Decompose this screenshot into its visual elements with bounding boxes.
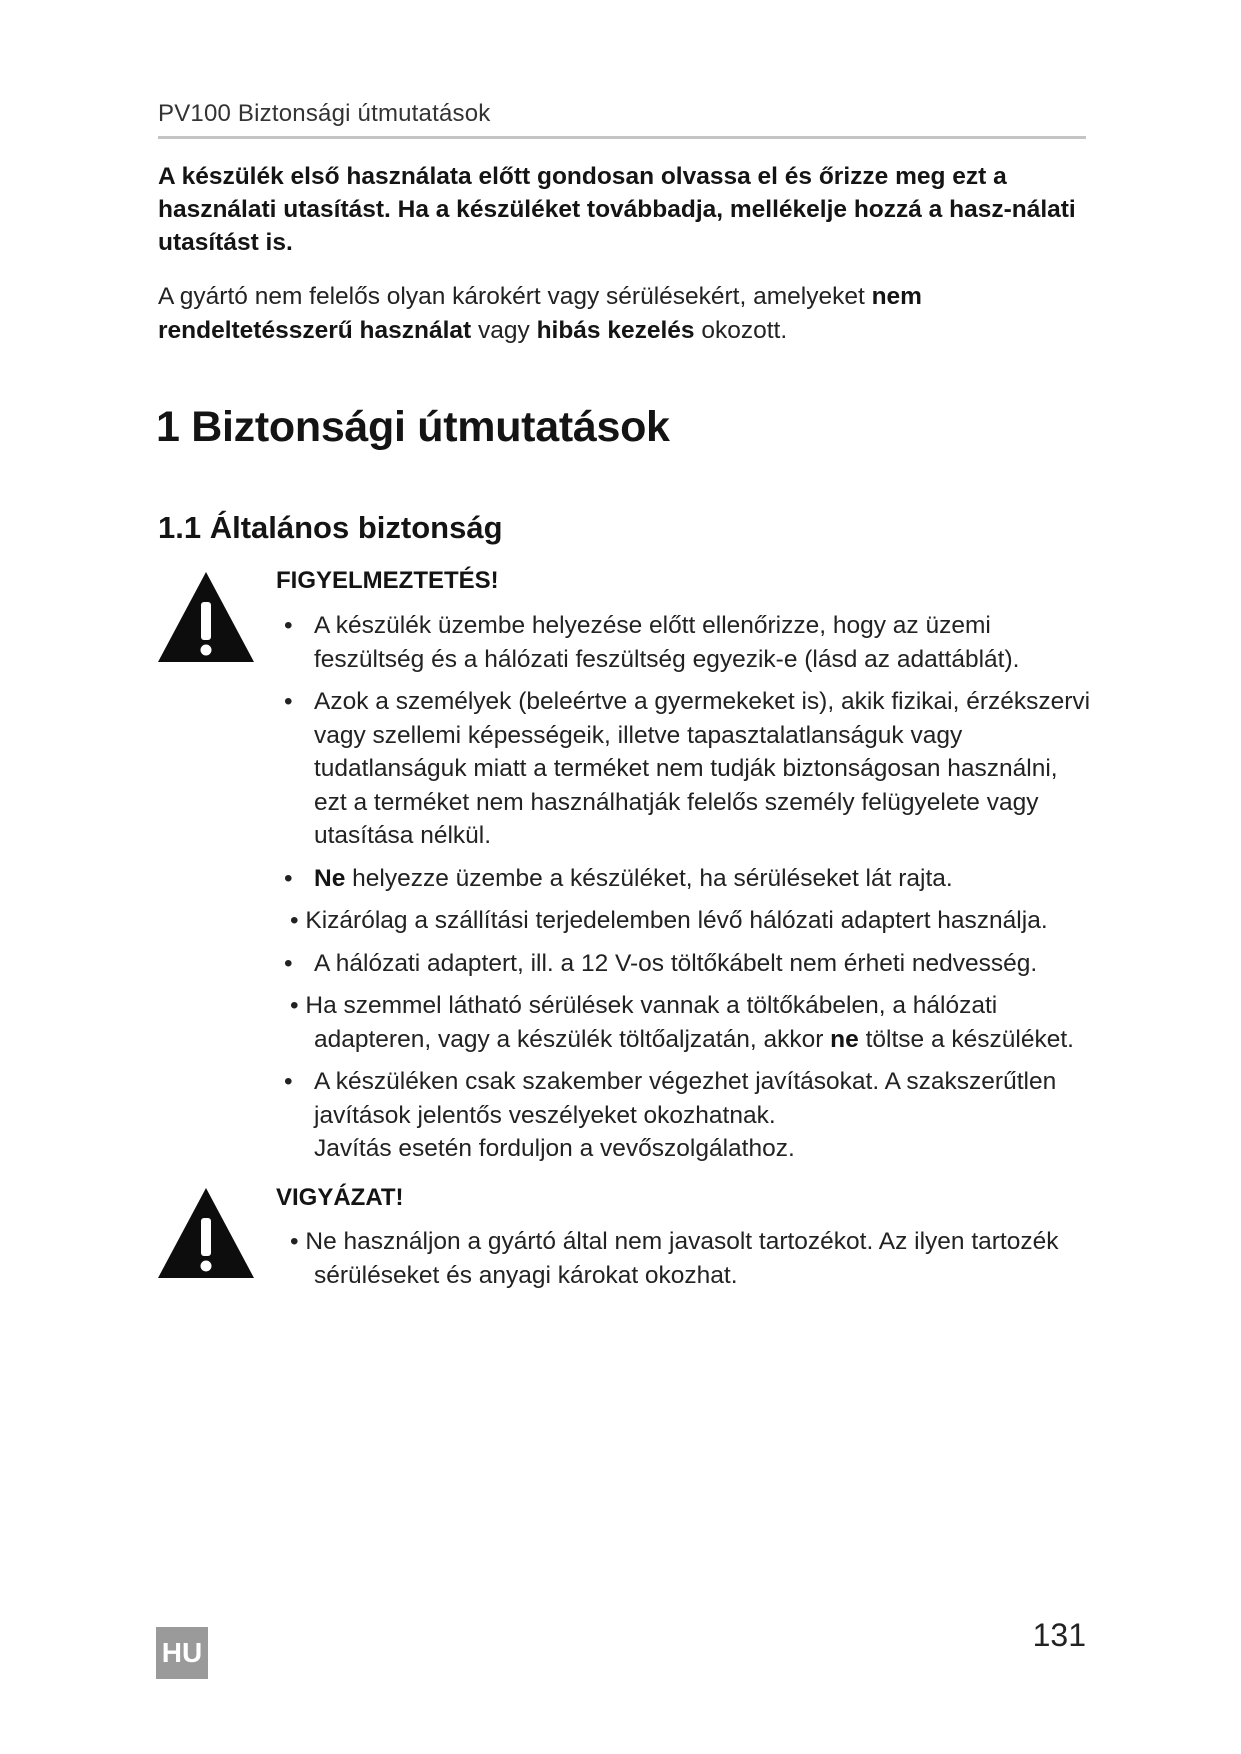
list-item <box>276 947 1096 981</box>
caution-list <box>276 1225 1096 1301</box>
list-item-text: Azok a személyek (beleértve a gyermekeket is), akik fizikai, érzékszervi vagy szellemi képességeik, illetve tapasztalatlanságuk vagy tudatlanságuk miatt a terméket nem tudják biztonságosan használni, ezt a terméket nem használhatják felelős személy felügyelete vagy utasítása nélkül. <box>314 688 1091 849</box>
running-header: PV100 Biztonsági útmutatások <box>158 100 1086 139</box>
list-item-text: Ne használjon a gyártó által nem javasolt tartozékot. Az ilyen tartozék sérüléseket és anyagi károkat okozhat. <box>305 1228 1059 1289</box>
list-item: • Ne használjon a gyártó által nem javasolt tartozékot. Az ilyen tartozék sérüléseket és anyagi károkat okozhat. <box>290 1228 1059 1289</box>
read-instructions-notice: A készülék első használata előtt gondosan olvassa el és őrizze meg ezt a használati utasítást. Ha a készüléket továbbadja, mellékelje hozzá a hasz-nálati utasítást is. <box>158 163 1076 256</box>
warning-list <box>276 609 1096 1175</box>
list-item-text: töltse a készüléket. <box>858 1025 1074 1053</box>
list-item <box>276 1065 1096 1166</box>
liability-bold-1: nem rendeltetésszerű használat <box>158 283 922 344</box>
emphasis: ne <box>830 1025 859 1053</box>
liability-text-3: okozott. <box>694 317 788 344</box>
list-item <box>276 609 1096 676</box>
list-item-text: A készülék üzembe helyezése előtt ellenőrizze, hogy az üzemi feszültség és a hálózati feszültség egyezik-e (lásd az adattáblát). <box>314 612 1020 673</box>
list-item-text: A hálózati adaptert, ill. a 12 V-os töltőkábelt nem érheti nedvesség. <box>314 949 1038 977</box>
list-item: • Ha szemmel látható sérülések vannak a töltőkábelen, a hálózati adapteren, vagy a készülék töltőaljzatán, akkor ne töltse a készüléket. <box>290 992 1074 1053</box>
section-title: 1 Biztonsági útmutatások <box>156 403 670 451</box>
list-item-text: Javítás esetén forduljon a vevőszolgálathoz. <box>314 1135 795 1162</box>
list-item-text: A készüléken csak szakember végezhet javításokat. A szakszerűtlen javítások jelentős veszélyeket okozhatnak. <box>314 1068 1057 1129</box>
warning-label: FIGYELMEZTETÉS! <box>276 567 499 594</box>
list-item <box>276 685 1096 853</box>
language-badge: HU <box>156 1627 208 1679</box>
warning-triangle-icon <box>156 570 256 664</box>
caution-label: VIGYÁZAT! <box>276 1184 404 1211</box>
list-item-text: Ha szemmel látható sérülések vannak a töltőkábelen, a hálózati adapteren, vagy a készülék töltőaljzatán, akkor <box>305 992 998 1053</box>
liability-notice <box>158 280 1086 348</box>
emphasis: Ne <box>314 864 346 892</box>
list-item: • Kizárólag a szállítási terjedelemben lévő hálózati adaptert használja. <box>290 907 1048 934</box>
subsection-title: 1.1 Általános biztonság <box>158 510 503 545</box>
list-item-text: helyezze üzembe a készüléket, ha sérüléseket lát rajta. <box>345 864 953 892</box>
liability-text-2: vagy <box>471 317 537 344</box>
list-item <box>276 862 1096 896</box>
liability-bold-2: hibás kezelés <box>536 317 695 344</box>
liability-text-1: A gyártó nem felelős olyan károkért vagy sérülésekért, amelyeket <box>158 283 872 310</box>
page-number: 131 <box>1032 1617 1086 1653</box>
warning-triangle-icon <box>156 1186 256 1280</box>
list-item-text: Kizárólag a szállítási terjedelemben lévő hálózati adaptert használja. <box>305 907 1048 934</box>
